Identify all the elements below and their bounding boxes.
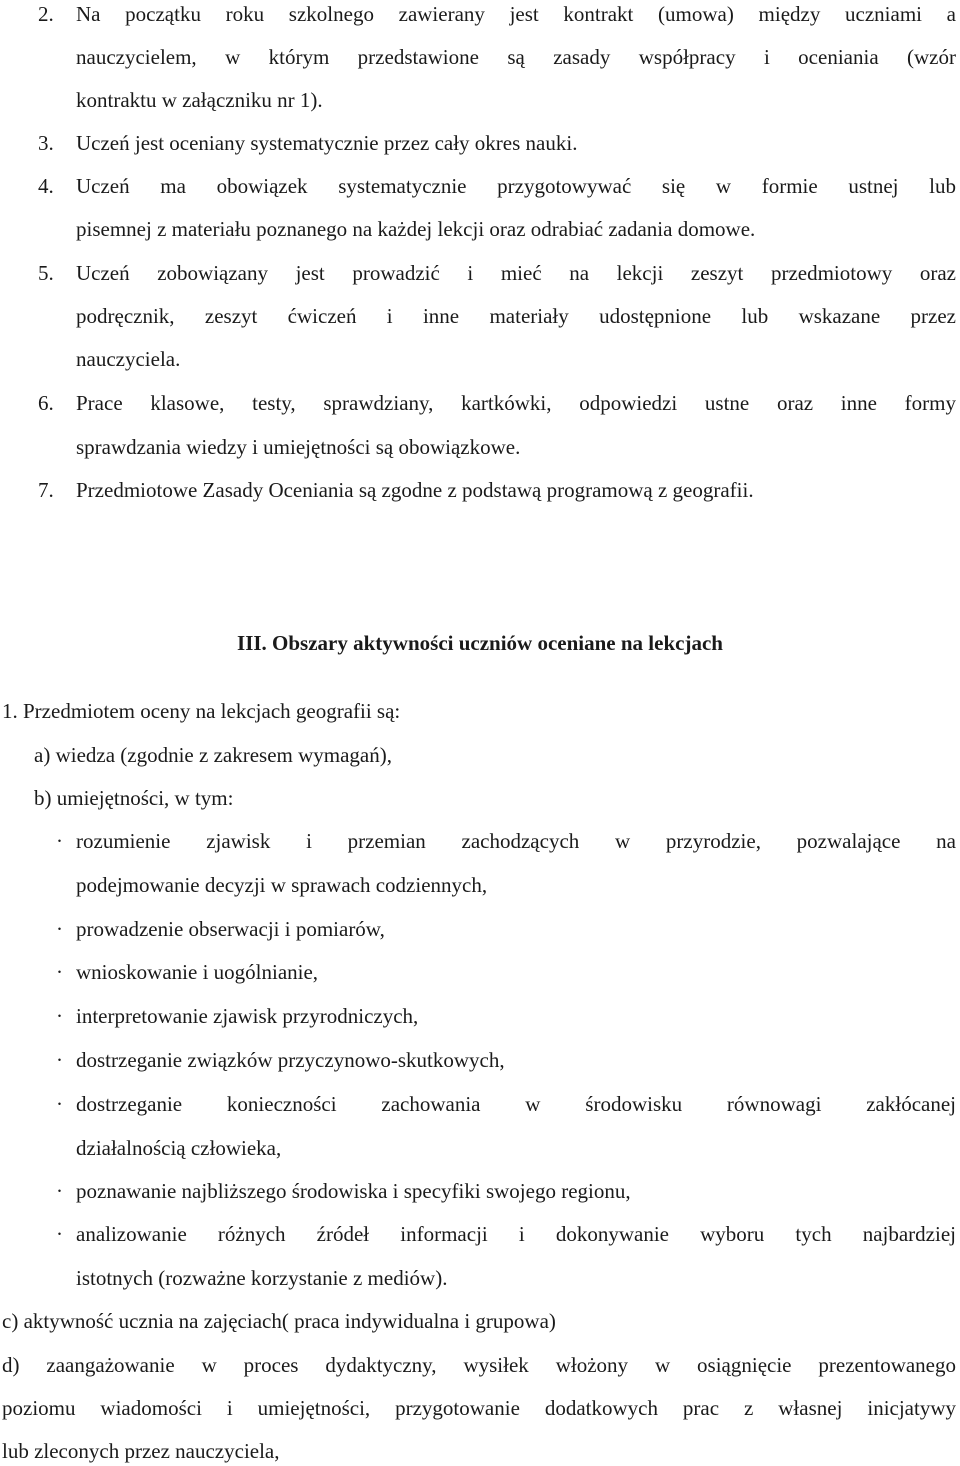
list-item-text: nauczyciela. <box>76 347 181 371</box>
section-heading: III. Obszary aktywności uczniów oceniane na lekcjach <box>237 631 723 655</box>
bullet-item: dostrzeganie konieczności zachowania w środowisku równowagi zakłócanej <box>76 1092 956 1116</box>
list-item-text: Prace klasowe, testy, sprawdziany, kartkówki, odpowiedzi ustne oraz inne formy <box>76 391 956 415</box>
list-item-text: Uczeń ma obowiązek systematycznie przygotowywać się w formie ustnej lub <box>76 174 956 198</box>
list-item-text: Uczeń jest oceniany systematycznie przez cały okres nauki. <box>76 131 578 155</box>
list-number: 4. <box>38 174 54 198</box>
list-item-text: Uczeń zobowiązany jest prowadzić i mieć na lekcji zeszyt przedmiotowy oraz <box>76 261 956 285</box>
bullet-item: dostrzeganie związków przyczynowo-skutkowych, <box>76 1048 505 1072</box>
bullet-item: podejmowanie decyzji w sprawach codziennych, <box>76 873 488 897</box>
list-number: 2. <box>38 2 54 26</box>
list-number: 3. <box>38 131 54 155</box>
bullet-mark: · <box>56 917 63 941</box>
list-item-d: lub zleconych przez nauczyciela, <box>2 1439 280 1463</box>
list-item-text: kontraktu w załączniku nr 1). <box>76 88 323 112</box>
bullet-item: wnioskowanie i uogólnianie, <box>76 960 319 984</box>
list-item-text: pisemnej z materiału poznanego na każdej lekcji oraz odrabiać zadania domowe. <box>76 217 756 241</box>
list-item-c: c) aktywność ucznia na zajęciach( praca indywidualna i grupowa) <box>2 1309 556 1333</box>
bullet-mark: · <box>56 1004 63 1028</box>
bullet-item: poznawanie najbliższego środowiska i specyfiki swojego regionu, <box>76 1179 631 1203</box>
list-number: 5. <box>38 261 54 285</box>
bullet-mark: · <box>56 1222 63 1246</box>
list-item-text: Na początku roku szkolnego zawierany jest kontrakt (umowa) między uczniami a <box>76 2 956 26</box>
bullet-item: istotnych (rozważne korzystanie z mediów). <box>76 1266 448 1290</box>
bullet-item: prowadzenie obserwacji i pomiarów, <box>76 917 385 941</box>
list-item-text: sprawdzania wiedzy i umiejętności są obowiązkowe. <box>76 435 521 459</box>
list-item-d: poziomu wiadomości i umiejętności, przygotowanie dodatkowych prac z własnej inicjatywy <box>2 1396 956 1420</box>
bullet-item: rozumienie zjawisk i przemian zachodzących w przyrodzie, pozwalające na <box>76 829 956 853</box>
list-item-text: nauczycielem, w którym przedstawione są zasady współpracy i oceniania (wzór <box>76 45 956 69</box>
bullet-item: analizowanie różnych źródeł informacji i dokonywanie wyboru tych najbardziej <box>76 1222 956 1246</box>
bullet-mark: · <box>56 829 63 853</box>
list-item-text: Przedmiotowe Zasady Oceniania są zgodne z podstawą programową z geografii. <box>76 478 754 502</box>
list-item-a: a) wiedza (zgodnie z zakresem wymagań), <box>34 743 392 767</box>
list-item-text: podręcznik, zeszyt ćwiczeń i inne materiały udostępnione lub wskazane przez <box>76 304 956 328</box>
bullet-mark: · <box>56 960 63 984</box>
bullet-item: działalnością człowieka, <box>76 1136 282 1160</box>
list-number: 7. <box>38 478 54 502</box>
bullet-mark: · <box>56 1048 63 1072</box>
bullet-mark: · <box>56 1092 63 1116</box>
list-number: 6. <box>38 391 54 415</box>
list-item-b: b) umiejętności, w tym: <box>34 786 234 810</box>
paragraph: 1. Przedmiotem oceny na lekcjach geografii są: <box>2 699 401 723</box>
bullet-mark: · <box>56 1179 63 1203</box>
list-item-d: d) zaangażowanie w proces dydaktyczny, wysiłek włożony w osiągnięcie prezentowanego <box>2 1353 956 1377</box>
bullet-item: interpretowanie zjawisk przyrodniczych, <box>76 1004 419 1028</box>
